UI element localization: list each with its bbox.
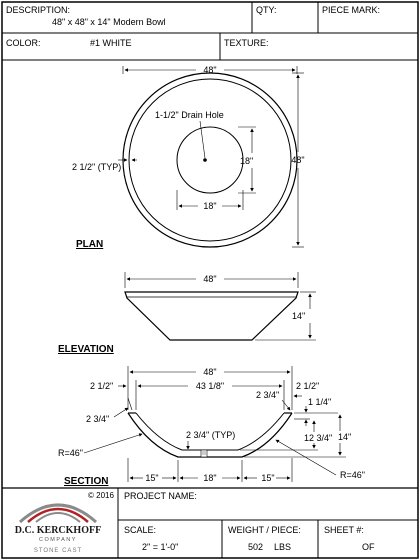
section-depth-dim: 12 3/4" [304,433,333,443]
section-overall-dim: 48" [203,367,217,377]
drain-hole-label: 1-1/2" Drain Hole [155,110,224,120]
plan-rim-dim: 2 1/2" (TYP) [72,162,122,172]
plan-outer-circle [123,73,297,247]
company-name: D.C. KERCKHOFF [14,525,102,536]
sheet-of: OF [362,542,375,552]
plan-base-circle [177,127,243,193]
color-label: COLOR: [6,38,41,48]
section-rim-left-dim: 2 1/2" [90,381,114,391]
weight-label: WEIGHT / PIECE: [228,525,301,535]
description-label: DESCRIPTION: [6,5,71,15]
scale-value: 2" = 1'-0" [142,542,179,552]
section-base-left: 15" [145,473,159,483]
project-name-label: PROJECT NAME: [124,491,197,501]
plan-width-dim: 48" [203,65,217,75]
color-value: #1 WHITE [90,38,132,48]
drain-hole-dot [203,158,207,162]
section-heading: SECTION [64,476,109,487]
elevation-outline [125,292,298,340]
scale-label: SCALE: [124,525,157,535]
section-lip-dim: 1 1/4" [308,397,332,407]
section-base-center: 18" [203,473,217,483]
sheet-label: SHEET #: [324,525,364,535]
company-tagline: STONE CAST [33,548,83,554]
section-base-right: 15" [261,473,275,483]
section-view [58,366,365,487]
section-bottom-typ-dim: 2 3/4" (TYP) [186,430,236,440]
qty-label: QTY: [256,5,277,15]
plan-view [72,65,305,250]
weight-unit: LBS [274,542,292,552]
company-logo [15,505,101,554]
description-value: 48" x 48" x 14" Modern Bowl [52,17,166,27]
section-wall-left-dim: 2 3/4" [86,414,110,424]
section-radius-left: R=46" [58,448,83,458]
elevation-width-dim: 48" [203,274,217,284]
section-height-dim: 14" [338,432,352,442]
company-subtitle: COMPANY [39,537,77,543]
elevation-view [58,272,316,355]
elevation-heading: ELEVATION [58,344,114,355]
section-radius-right: R=46" [340,470,365,480]
plan-inner-h-dim: 18" [203,201,217,211]
section-wall-right-dim: 2 3/4" [256,390,280,400]
plan-inner-v-dim: 18" [240,156,254,166]
section-inner-dim: 43 1/8" [195,381,225,391]
plan-heading: PLAN [76,239,104,250]
section-rim-right-dim: 2 1/2" [296,381,320,391]
elevation-height-dim: 14" [292,311,306,321]
texture-label: TEXTURE: [224,38,269,48]
piece-mark-label: PIECE MARK: [322,5,381,15]
plan-inner-rim-circle [129,79,291,241]
section-drain-hole [201,450,207,457]
weight-value: 502 [248,542,264,552]
plan-height-dim: 48" [291,155,305,165]
copyright-text: © 2016 [88,491,114,500]
